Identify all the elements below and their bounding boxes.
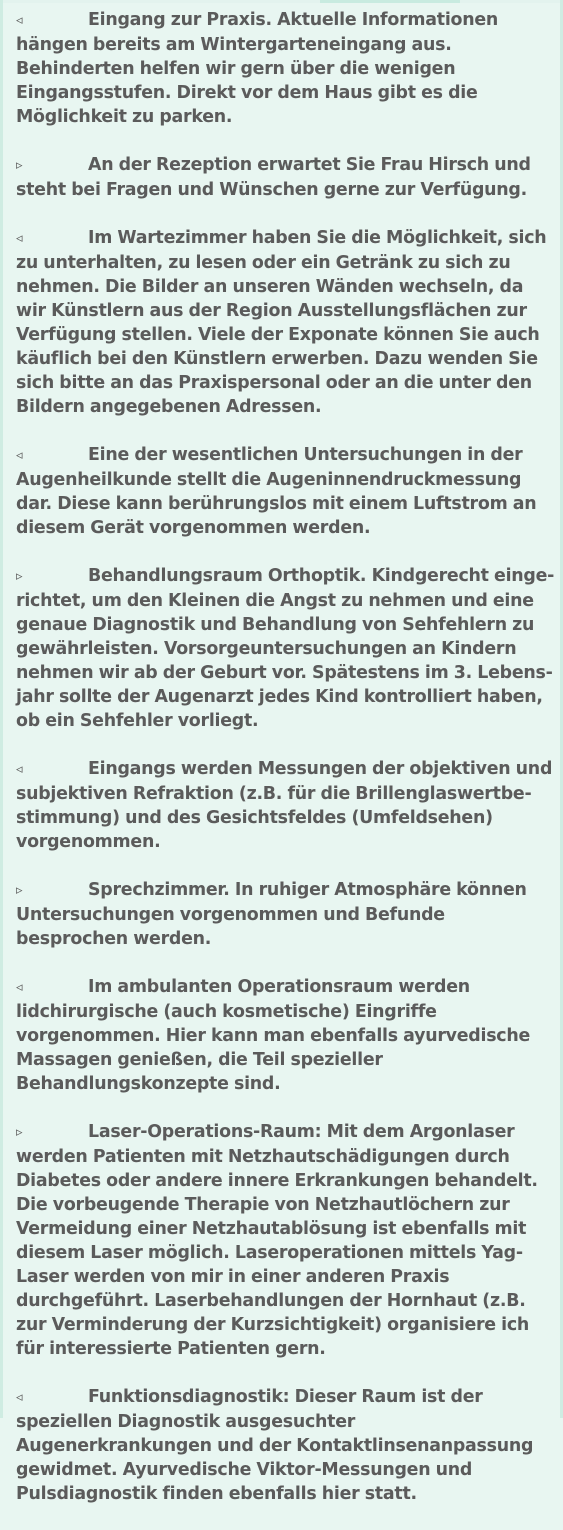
arrow-right-icon: ▹ bbox=[16, 883, 23, 898]
paragraph-text: Laser-Operations-Raum: Mit dem Argonlaser werden Patienten mit Netzhautschädigungen durch Diabetes oder andere innere Erkrankungen behandelt. Die vorbeugende Therapie von Netzhautlöchern zur Vermeidung einer Netzhautablösung ist ebenfalls mit diesem Laser möglich. Laseroperationen mittels Yag-Laser werden von mir in einer anderen Praxis durchgeführt. Laserbehandlungen der Hornhaut (z.B. zur Verminderung der Kurzsichtigkeit) organisiere ich für interessierte Patienten gern. bbox=[16, 1122, 538, 1359]
paragraph-entrance bbox=[16, 8, 556, 129]
paragraph-text: Eingang zur Praxis. Aktuelle Informationen hängen bereits am Wintergarteneingang aus. Behinderten helfen wir gern über die wenigen Eingangsstufen. Direkt vor dem Haus gibt es die Möglichkeit zu parken. bbox=[16, 10, 499, 127]
paragraph-text: Eingangs werden Messungen der objektiven und subjektiven Refraktion (z.B. für die Brillenglaswertbestimmung) und des Gesichtsfeldes (Umfeldsehen) vorgenommen. bbox=[16, 759, 553, 852]
paragraph-orthoptics bbox=[16, 564, 556, 733]
paragraph-diagnostics bbox=[16, 1385, 556, 1506]
top-border bbox=[0, 0, 563, 3]
arrow-left-icon: ◃ bbox=[16, 980, 23, 995]
paragraph-laser-room bbox=[16, 1120, 556, 1361]
arrow-left-icon: ◃ bbox=[16, 762, 23, 777]
paragraph-text: An der Rezeption erwartet Sie Frau Hirsch und steht bei Fragen und Wünschen gerne zur Verfügung. bbox=[16, 155, 531, 200]
paragraph-text: Sprechzimmer. In ruhiger Atmosphäre können Untersuchungen vorgenommen und Befunde besprochen werden. bbox=[16, 880, 527, 949]
arrow-left-icon: ◃ bbox=[16, 1390, 23, 1405]
room-descriptions bbox=[16, 8, 556, 1530]
paragraph-reception bbox=[16, 153, 556, 202]
paragraph-text: Im Wartezimmer haben Sie die Möglichkeit, sich zu unterhalten, zu lesen oder ein Getränk zu sich zu nehmen. Die Bilder an unseren Wänden wechseln, da wir Künstlern aus der Region Ausstellungsflächen zur Verfügung stellen. Viele der Exponate können Sie auch käuflich bei den Künstlern erwerben. Dazu wenden Sie sich bitte an das Praxispersonal oder an die unter den Bildern angegebenen Adressen. bbox=[16, 228, 547, 417]
arrow-left-icon: ◃ bbox=[16, 231, 23, 246]
paragraph-text: Funktionsdiagnostik: Dieser Raum ist der speziellen Diagnostik ausgesuchter Augenerkrankungen und der Kontaktlinsenanpassung gewidmet. Ayurvedische Viktor-Messungen und Pulsdiagnostik finden ebenfalls hier statt. bbox=[16, 1387, 534, 1504]
arrow-left-icon: ◃ bbox=[16, 448, 23, 463]
paragraph-eye-pressure bbox=[16, 443, 556, 540]
paragraph-text: Im ambulanten Operationsraum werden lidchirurgische (auch kosmetische) Eingriffe vorgenommen. Hier kann man ebenfalls ayurvedische Massagen genießen, die Teil spezieller Behandlungskonzepte sind. bbox=[16, 977, 531, 1094]
paragraph-consultation bbox=[16, 878, 556, 951]
arrow-right-icon: ▹ bbox=[16, 569, 23, 584]
paragraph-text: Behandlungsraum Orthoptik. Kindgerecht eingerichtet, um den Kleinen die Angst zu nehmen und eine genaue Diagnostik und Behandlung von Sehfehlern zu gewährleisten. Vorsorgeuntersuchungen an Kindern nehmen wir ab der Geburt vor. Spätestens im 3. Lebensjahr sollte der Augenarzt jedes Kind kontrolliert haben, ob ein Sehfehler vorliegt. bbox=[16, 566, 555, 731]
arrow-right-icon: ▹ bbox=[16, 158, 23, 173]
paragraph-operating-room bbox=[16, 975, 556, 1096]
paragraph-waiting-room bbox=[16, 226, 556, 419]
paragraph-text: Eine der wesentlichen Untersuchungen in der Augenheilkunde stellt die Augeninnendruckmessung dar. Diese kann berührungslos mit einem Luftstrom an diesem Gerät vorgenommen werden. bbox=[16, 445, 537, 538]
left-border bbox=[0, 0, 3, 1418]
arrow-right-icon: ▹ bbox=[16, 1125, 23, 1140]
arrow-left-icon: ◃ bbox=[16, 13, 23, 28]
paragraph-refraction bbox=[16, 757, 556, 854]
